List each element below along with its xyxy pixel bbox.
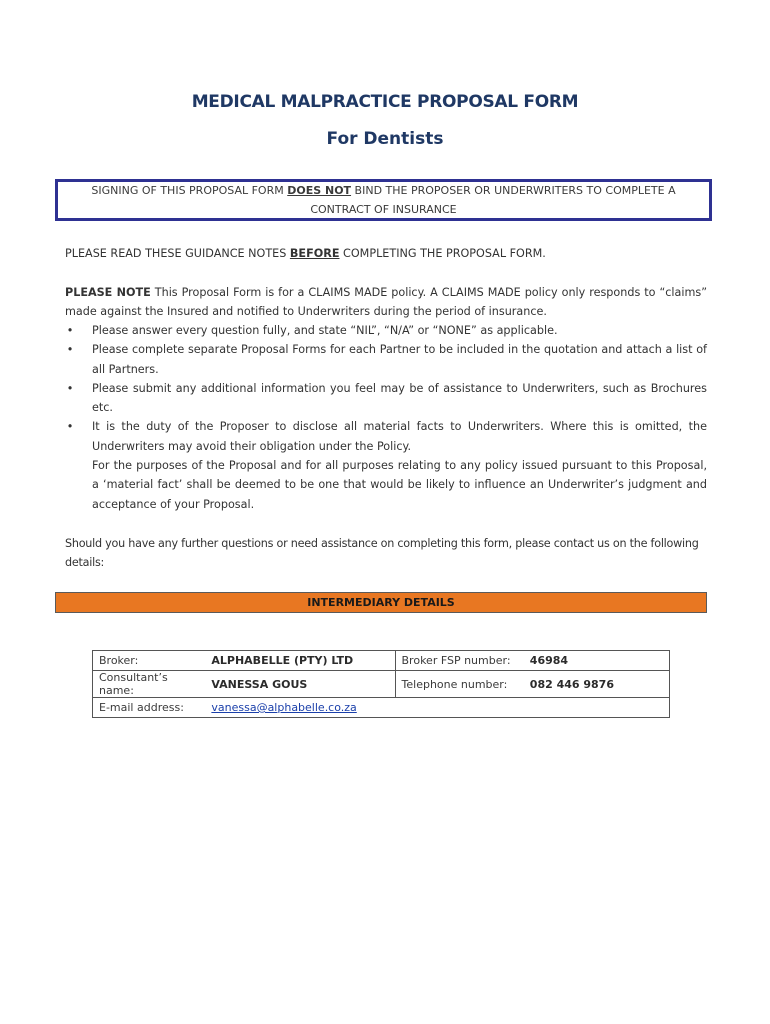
- list-item-text: Please answer every question fully, and state “NIL”, “N/A” or “NONE” as applicable.: [92, 324, 558, 337]
- notice-emphasis: DOES NOT: [287, 184, 352, 197]
- guidance-emphasis: BEFORE: [289, 247, 340, 260]
- list-item-text: Please complete separate Proposal Forms for each Partner to be included in the quotation and attach a list of all Partners.: [92, 343, 707, 376]
- section-header-intermediary: [55, 592, 707, 613]
- section-title: INTERMEDIARY DETAILS: [307, 596, 455, 609]
- contact-paragraph: Should you have any further questions or need assistance on completing this form, please contact us on the following details:: [65, 537, 699, 570]
- please-note-paragraph: [65, 283, 707, 322]
- notice-text-pre: SIGNING OF THIS PROPOSAL FORM: [91, 184, 288, 197]
- guidance-pre: PLEASE READ THESE GUIDANCE NOTES: [65, 247, 290, 260]
- bullet-icon: •: [66, 343, 74, 357]
- fsp-value: 46984: [524, 651, 670, 671]
- guidance-post: COMPLETING THE PROPOSAL FORM.: [339, 247, 546, 260]
- please-note-label: PLEASE NOTE: [65, 286, 151, 299]
- bullet-icon: •: [66, 381, 74, 395]
- table-row: [93, 698, 670, 718]
- phone-value: 082 446 9876: [524, 671, 670, 698]
- consultant-value: VANESSA GOUS: [205, 671, 395, 698]
- list-item-text: It is the duty of the Proposer to disclose all material facts to Underwriters. Where this is omitted, the Underwriters may avoid their obligation under the Policy.: [92, 420, 707, 453]
- consultant-label: Consultant’s name:: [93, 671, 206, 698]
- guidance-line: [65, 244, 710, 263]
- bullet-icon: •: [66, 324, 74, 337]
- list-item-continuation: For the purposes of the Proposal and for all purposes relating to any policy issued pursuant to this Proposal, a ‘material fact’ shall be deemed to be one that would be likely to influence an Underwriter’s judgment and acceptance of your Proposal.: [92, 459, 707, 511]
- guidance-bullet-list: [65, 321, 707, 514]
- notice-text-post: BIND THE PROPOSER OR UNDERWRITERS TO COMPLETE A CONTRACT OF INSURANCE: [310, 184, 676, 216]
- page-subtitle: For Dentists: [326, 129, 444, 149]
- table-row: [93, 651, 670, 671]
- notice-text: [68, 181, 699, 219]
- email-label: E-mail address:: [93, 698, 206, 718]
- page-title: MEDICAL MALPRACTICE PROPOSAL FORM: [191, 92, 579, 112]
- table-row: [93, 671, 670, 698]
- list-item-text: Please submit any additional information you feel may be of assistance to Underwriters, such as Brochures etc.: [92, 381, 707, 415]
- bullet-icon: •: [66, 420, 74, 434]
- email-cell: [205, 698, 669, 718]
- please-note-text: This Proposal Form is for a CLAIMS MADE policy. A CLAIMS MADE policy only responds to “claims” made against the Insured and notified to Underwriters during the period of insurance.: [65, 286, 707, 319]
- list-item: [65, 321, 707, 340]
- notice-box: [55, 179, 712, 221]
- phone-label: Telephone number:: [395, 671, 524, 698]
- fsp-label: Broker FSP number:: [395, 651, 524, 671]
- intermediary-details-table: [92, 650, 670, 718]
- list-item: [65, 417, 707, 513]
- list-item: [65, 340, 707, 379]
- email-link[interactable]: vanessa@alphabelle.co.za: [211, 701, 357, 714]
- broker-label: Broker:: [93, 651, 206, 671]
- list-item: [65, 379, 707, 418]
- broker-value: ALPHABELLE (PTY) LTD: [205, 651, 395, 671]
